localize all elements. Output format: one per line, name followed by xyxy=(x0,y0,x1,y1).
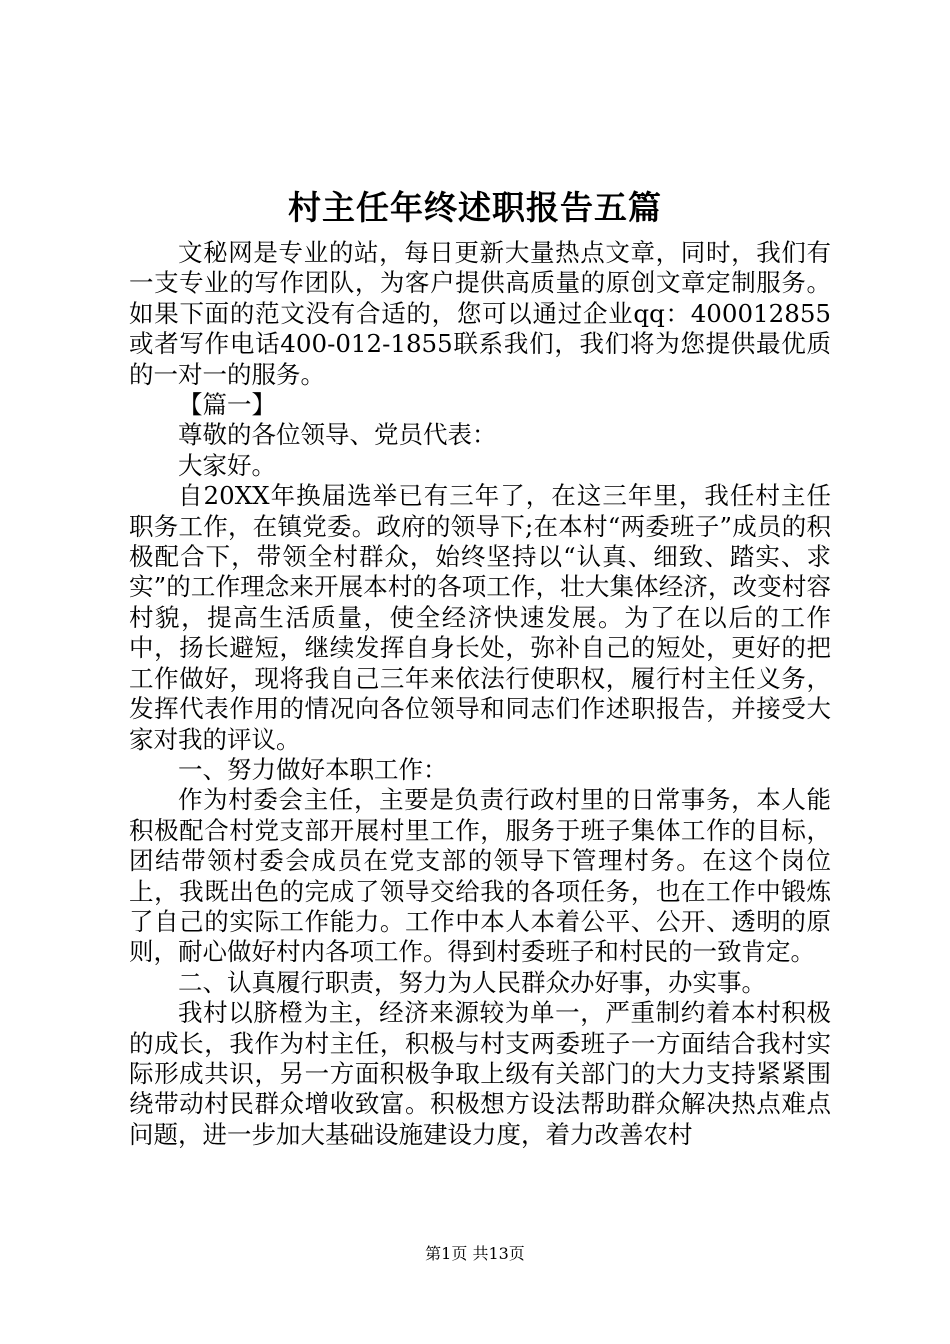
intro-paragraph: 文秘网是专业的站，每日更新大量热点文章，同时，我们有一支专业的写作团队，为客户提供高质量的原创文章定制服务。如果下面的范文没有合适的，您可以通过企业qq：400012855或者写作电话400-012-1855联系我们，我们将为您提供最优质的一对一的服务。 xyxy=(129,238,831,389)
salutation: 尊敬的各位领导、党员代表： xyxy=(178,420,497,450)
body-paragraph: 作为村委会主任，主要是负责行政村里的日常事务，本人能积极配合村党支部开展村里工作，服务于班子集体工作的目标，团结带领村委会成员在党支部的领导下管理村务。在这个岗位上，我既出色的完成了领导交给我的各项任务，也在工作中锻炼了自己的实际工作能力。工作中本人本着公平、公开、透明的原则，耐心做好村内各项工作。得到村委班子和村民的一致肯定。 xyxy=(129,785,831,967)
document-body xyxy=(129,238,831,1150)
section-heading: 一、努力做好本职工作： xyxy=(178,754,448,784)
section-heading: 二、认真履行职责，努力为人民群众办好事，办实事。 xyxy=(178,967,766,997)
body-paragraph: 自20XX年换届选举已有三年了，在这三年里，我任村主任职务工作，在镇党委。政府的领导下;在本村“两委班子”成员的积极配合下，带领全村群众，始终坚持以“认真、细致、踏实、求实”的工作理念来开展本村的各项工作，壮大集体经济，改变村容村貌，提高生活质量，使全经济快速发展。为了在以后的工作中，扬长避短，继续发挥自身长处，弥补自己的短处，更好的把工作做好，现将我自己三年来依法行使职权，履行村主任义务，发挥代表作用的情况向各位领导和同志们作述职报告，并接受大家对我的评议。 xyxy=(129,481,831,754)
body-paragraph: 我村以脐橙为主，经济来源较为单一，严重制约着本村积极的成长，我作为村主任，积极与村支两委班子一方面结合我村实际形成共识，另一方面积极争取上级有关部门的大力支持紧紧围绕带动村民群众增收致富。积极想方设法帮助群众解决热点难点问题，进一步加大基础设施建设力度，着力改善农村 xyxy=(129,998,831,1149)
page-number-footer: 第1页 共13页 xyxy=(425,1244,525,1263)
greeting: 大家好。 xyxy=(178,450,276,480)
document-title: 村主任年终述职报告五篇 xyxy=(288,188,662,227)
section-heading-part-one: 【篇一】 xyxy=(178,390,276,420)
